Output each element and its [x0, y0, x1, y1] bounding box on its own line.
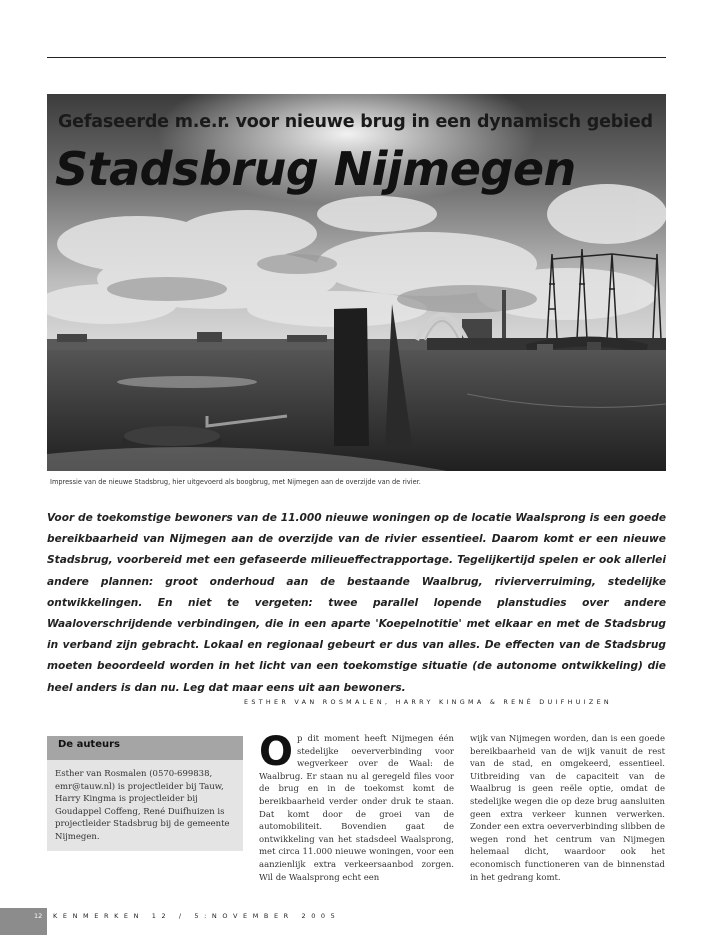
- authors-heading: De auteurs: [47, 736, 243, 760]
- hero-photo: [47, 94, 666, 471]
- footer-publication: KENMERKEN 12 / 5:NOVEMBER 2005: [53, 912, 341, 920]
- article-headline: Stadsbrug Nijmegen: [55, 142, 576, 196]
- authors-text: Esther van Rosmalen (0570-699838, emr@tauw.nl) is projectleider bij Tauw, Harry Kingma is projectleider bij Goudappel Coffeng, René Duifhuizen is projectleider Stadsbrug bij de gemeente Nijmegen.: [55, 769, 230, 842]
- drop-cap: O: [259, 729, 294, 775]
- body-column-1: [259, 729, 454, 884]
- intro-paragraph: Voor de toekomstige bewoners van de 11.000 nieuwe woningen op de locatie Waalsprong is een goede bereikbaarheid van Nijmegen aan de overzijde van de rivier essentieel. Daarom komt er een nieuwe Stadsbrug, voorbereid met een gefaseerde milieueffectrapportage. Tegelijkertijd spelen er ook allerlei andere plannen: groot onderhoud aan de bestaande Waalbrug, rivierverruiming, stedelijke ontwikkelingen. En niet te vergeten: twee parallel lopende planstudies over andere Waaloverschrijdende verbindingen, die in een aparte 'Koepelnotitie' met elkaar en met de Stadsbrug in verband zijn gebracht. Lokaal en regionaal gebeurt er dus van alles. De effecten van de Stadsbrug moeten beoordeeld worden in het licht van een toekomstige situatie (de autonome ontwikkeling) die heel anders is dan nu. Leg dat maar eens uit aan bewoners.: [47, 512, 666, 694]
- body-column-2: wijk van Nijmegen worden, dan is een goede bereikbaarheid van de wijk vanuit de rest van de stad, en omgekeerd, essentieel. Uitbreiding van de capaciteit van de Waalbrug is geen reële optie, omdat de stedelijke wegen die op deze brug aansluiten geen extra verkeer kunnen verwerken. Zonder een extra oeververbinding slibben de wegen rond het centrum van Nijmegen helemaal dicht, waardoor ook het economisch functioneren van de binnenstad in het gedrang komt.: [470, 734, 665, 883]
- body-column-1-text: p dit moment heeft Nijmegen één stedelijke oeververbinding voor wegverkeer over de Waal: de Waalbrug. Er staan nu al geregeld files voor de brug en in de toekomst komt de bereikbaarheid verder onder druk te staan. Dat komt door de groei van de automobiliteit. Bovendien gaat de ontwikkeling van het stadsdeel Waalsprong, met circa 11.000 nieuwe woningen, voor een aanzienlijk extra verkeersaanbod zorgen. Wil de Waalsprong echt een: [259, 734, 454, 883]
- authors-box: [47, 736, 243, 851]
- top-rule: [47, 57, 666, 58]
- photo-caption: Impressie van de nieuwe Stadsbrug, hier uitgevoerd als boogbrug, met Nijmegen aan de overzijde van de rivier.: [50, 478, 421, 486]
- article-kicker: Gefaseerde m.e.r. voor nieuwe brug in een dynamisch gebied: [58, 112, 653, 132]
- page-number: 12: [34, 912, 43, 920]
- author-byline: ESTHER VAN ROSMALEN, HARRY KINGMA & RENÉ DUIFHUIZEN: [244, 698, 612, 706]
